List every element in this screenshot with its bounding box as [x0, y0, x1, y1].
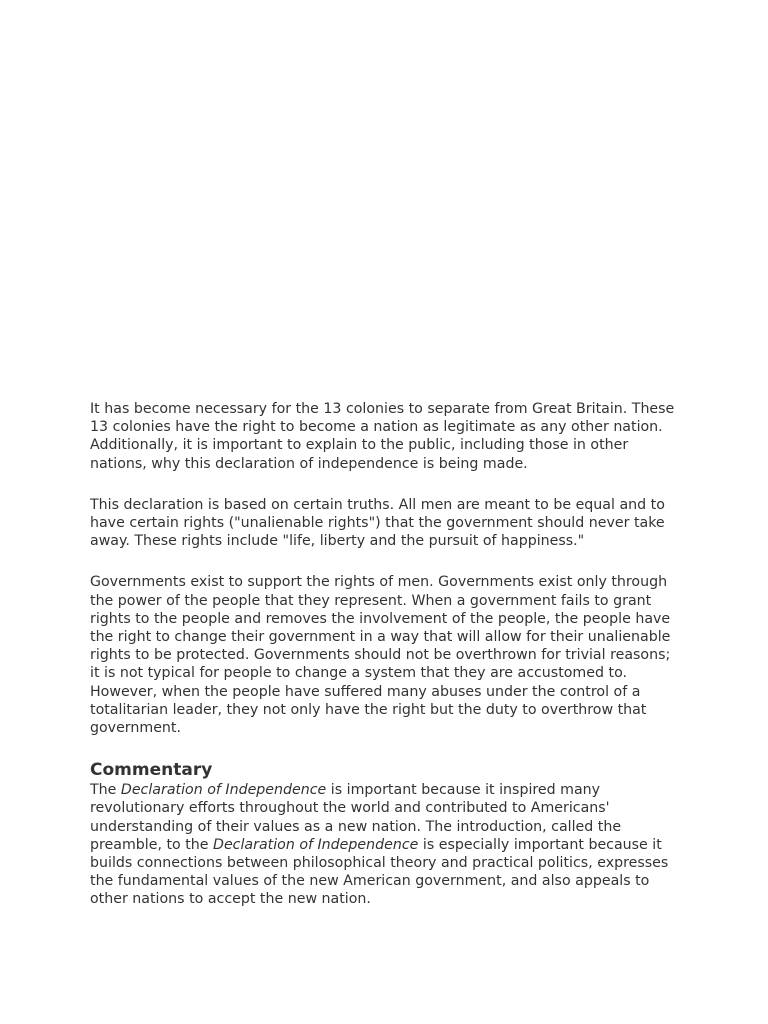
commentary-text-3: is especially important because it builds connections between philosophical theory and practical politics, expresses the fundamental values of the new American government, and also appeals to other nations to accept the new nation. — [90, 836, 669, 908]
paragraph-separation: It has become necessary for the 13 colonies to separate from Great Britain. These 13 colonies have the right to become a nation as legitimate as any other nation. Additionally, it is important to explain to the public, including those in other nations, why this declaration of independence is being made. — [90, 401, 675, 472]
commentary-title-2: Declaration of Independence — [213, 836, 419, 853]
commentary-title-1: Declaration of Independence — [120, 782, 327, 799]
commentary-paragraph — [90, 781, 682, 908]
commentary-heading: Commentary — [90, 760, 213, 781]
paragraph-truths: This declaration is based on certain truths. All men are meant to be equal and to have certain rights ("unalienable rights") that the government should never take away. These rights include "life, liberty and the pursuit of happiness." — [90, 496, 665, 550]
document-body — [90, 400, 682, 909]
commentary-text-1: The — [90, 782, 121, 799]
paragraph-governments: Governments exist to support the rights of men. Governments exist only through the power of the people that they represent. When a government fails to grant rights to the people and removes the involvement of the people, the people have the right to change their government in a way that will allow for their unalienable rights to be protected. Governments should not be overthrown for trivial reasons; it is not typical for people to change a system that they are accustomed to. However, when the people have suffered many abuses under the control of a totalitarian leader, they not only have the right but the duty to overthrow that government. — [90, 574, 671, 737]
commentary-text-2: is important because it inspired many revolutionary efforts throughout the world and contributed to Americans' understanding of their values as a new nation. The introduction, called the preamble, to the — [90, 782, 622, 853]
